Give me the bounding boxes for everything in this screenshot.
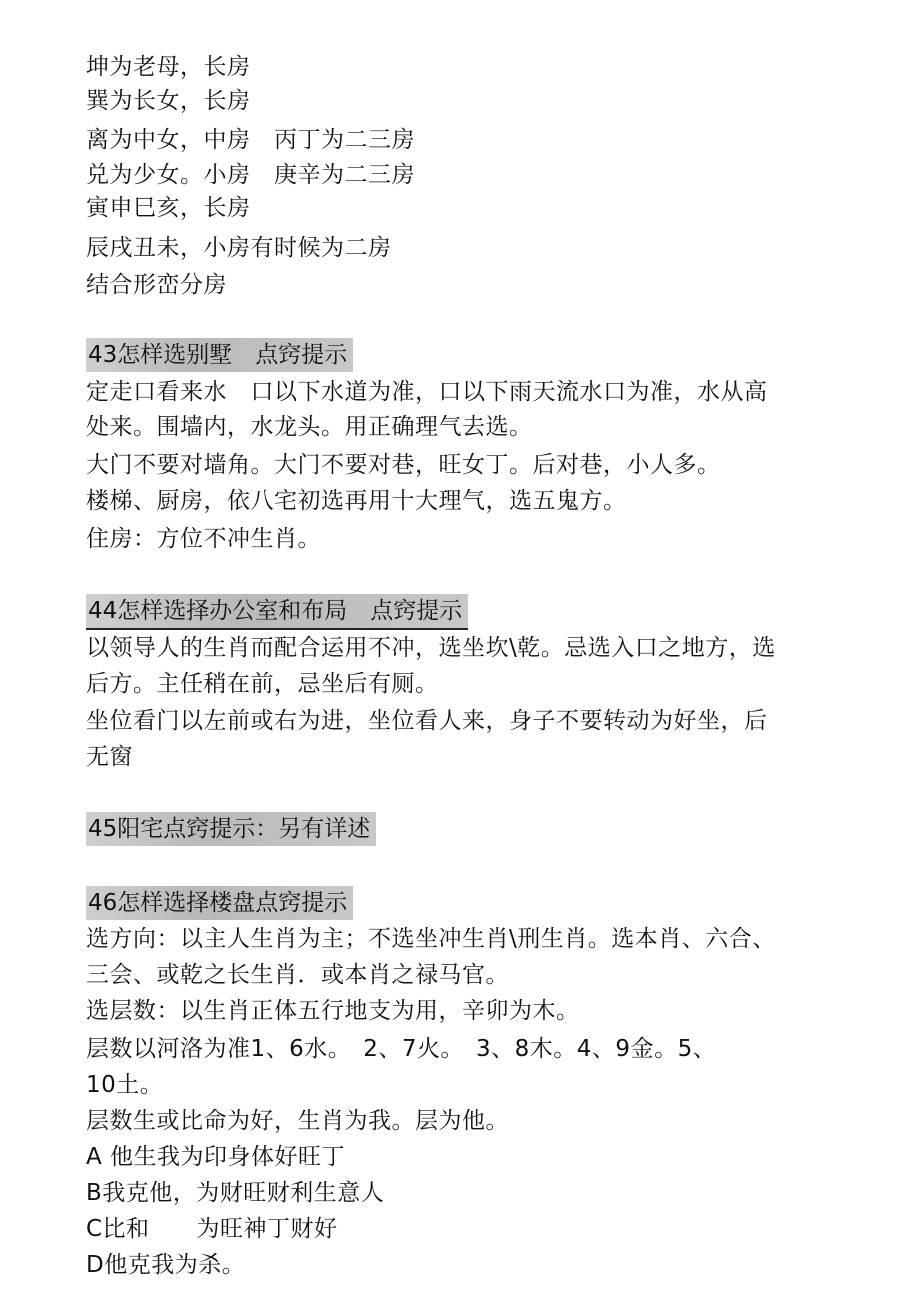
text-line: D他克我为杀。 bbox=[86, 1252, 246, 1278]
text-line: 楼梯、厨房，依八宅初选再用十大理气，选五鬼方。 bbox=[86, 488, 627, 514]
text-line: 选层数：以生肖正体五行地支为用，辛卯为木。 bbox=[86, 998, 580, 1024]
text-line: 离为中女，中房 丙丁为二三房 bbox=[86, 127, 415, 153]
text-line: 坐位看门以左前或右为进，坐位看人来，身子不要转动为好坐，后 bbox=[86, 708, 768, 734]
section-heading-44: 44怎样选择办公室和布局 点窍提示 bbox=[86, 594, 468, 630]
section-heading-43: 43怎样选别墅 点窍提示 bbox=[86, 338, 353, 372]
text-line: 住房：方位不冲生肖。 bbox=[86, 526, 321, 552]
text-line: 10土。 bbox=[86, 1072, 164, 1098]
text-line: 巽为长女，长房 bbox=[86, 88, 251, 114]
text-line: 结合形峦分房 bbox=[86, 272, 227, 298]
section-heading-46: 46怎样选择楼盘点窍提示 bbox=[86, 886, 353, 920]
text-line: 大门不要对墙角。大门不要对巷，旺女丁。后对巷，小人多。 bbox=[86, 452, 721, 478]
text-line: 后方。主任稍在前，忌坐后有厕。 bbox=[86, 671, 439, 697]
text-line: 定走口看来水 口以下水道为准，口以下雨天流水口为准，水从高 bbox=[86, 379, 768, 405]
text-line: 处来。围墙内，水龙头。用正确理气去选。 bbox=[86, 414, 533, 440]
text-line: 以领导人的生肖而配合运用不冲，选坐坎\乾。忌选入口之地方，选 bbox=[86, 635, 776, 661]
text-line: 坤为老母，长房 bbox=[86, 54, 251, 80]
text-line: 三会、或乾之长生肖．或本肖之禄马官。 bbox=[86, 962, 509, 988]
text-line: 辰戌丑未，小房有时候为二房 bbox=[86, 235, 392, 261]
text-line: A 他生我为印身体好旺丁 bbox=[86, 1144, 346, 1170]
text-line: 层数生或比命为好，生肖为我。层为他。 bbox=[86, 1108, 509, 1134]
text-line: 选方向：以主人生肖为主；不选坐冲生肖\刑生肖。选本肖、六合、 bbox=[86, 926, 776, 952]
section-heading-45: 45阳宅点窍提示：另有详述 bbox=[86, 812, 376, 846]
text-line: 兑为少女。小房 庚辛为二三房 bbox=[86, 162, 415, 188]
text-line: 无窗 bbox=[86, 744, 133, 770]
text-line: 层数以河洛为准1、6水。 2、7火。 3、8木。4、9金。5、 bbox=[86, 1036, 717, 1062]
text-line: B我克他，为财旺财利生意人 bbox=[86, 1180, 385, 1206]
text-line: C比和 为旺神丁财好 bbox=[86, 1216, 338, 1242]
text-line: 寅申巳亥，长房 bbox=[86, 195, 251, 221]
